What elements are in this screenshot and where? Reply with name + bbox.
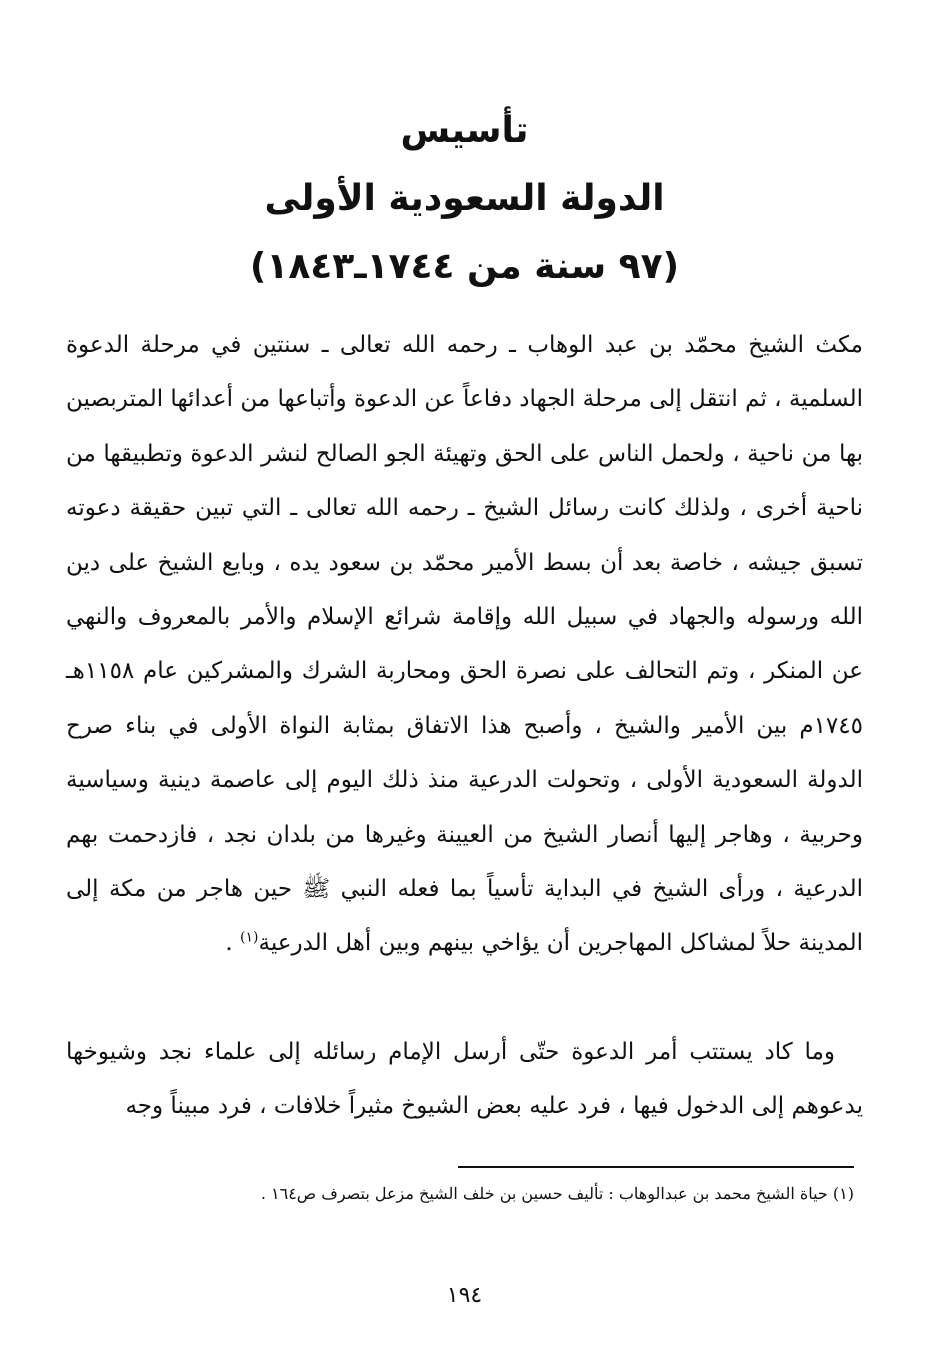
chapter-title-line-2: الدولة السعودية الأولى [264,178,665,219]
paragraph-2: وما كاد يستتب أمر الدعوة حتّى أرسل الإمام رسائله إلى علماء نجد وشيوخها يدعوهم إلى الدخول فيها ، فرد عليه بعض الشيوخ مثيراً خلافات ، فرد مبيناً وجه [66,1039,863,1120]
chapter-title-line-3: (٩٧ سنة من ١٧٤٤ـ١٨٤٣) [249,246,680,287]
footnote-separator [458,1166,854,1168]
chapter-title-line-1: تأسيس [400,110,529,151]
paragraph-1-end: . [225,930,241,957]
footnote: (١) حياة الشيخ محمد بن عبدالوهاب : تأليف حسين بن خلف الشيخ مزعل بتصرف ص١٦٤ . [260,1184,854,1203]
footnote-reference: (١) [240,929,259,946]
paragraph-1-text: مكث الشيخ محمّد بن عبد الوهاب ـ رحمه الله تعالى ـ سنتين في مرحلة الدعوة السلمية ، ثم انتقل إلى مرحلة الجهاد دفاعاً عن الدعوة وأتباعها من أعدائها المتربصين بها من ناحية ، ولحمل الناس على الحق وتهيئة الجو الصالح لنشر الدعوة وتطبيقها من ناحية أخرى ، ولذلك كانت رسائل الشيخ ـ رحمه الله تعالى ـ التي تبين حقيقة دعوته تسبق جيشه ، خاصة بعد أن بسط الأمير محمّد بن سعود يده ، وبايع الشيخ على دين الله ورسوله والجهاد في سبيل الله وإقامة شرائع الإسلام والأمر بالمعروف والنهي عن المنكر ، وتم التحالف على نصرة الحق ومحاربة الشرك والمشركين عام ١١٥٨هـ ١٧٤٥م بين الأمير والشيخ ، وأصبح هذا الاتفاق بمثابة النواة الأولى في بناء صرح الدولة السعودية الأولى ، وتحولت الدرعية منذ ذلك اليوم إلى عاصمة دينية وسياسية وحربية ، وهاجر إليها أنصار الشيخ من العيينة وغيرها من بلدان نجد ، فازدحمت بهم الدرعية ، ورأى الشيخ في البداية تأسياً بما فعله النبي ﷺ حين هاجر من مكة إلى المدينة حلاً لمشاكل المهاجرين أن يؤاخي بينهم وبين أهل الدرعية [66,332,863,957]
page-number: ١٩٤ [446,1283,483,1308]
paragraph-1 [66,318,863,971]
